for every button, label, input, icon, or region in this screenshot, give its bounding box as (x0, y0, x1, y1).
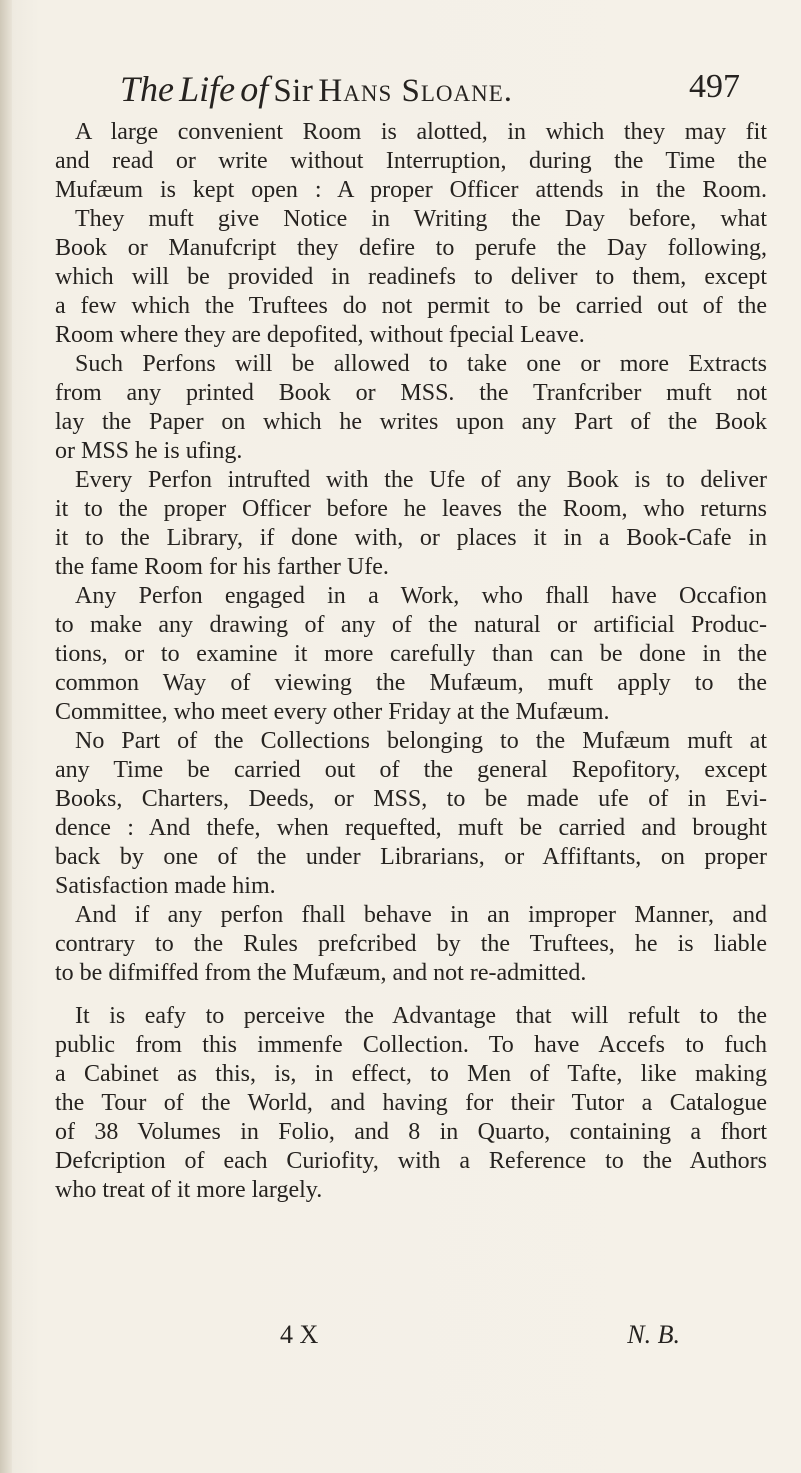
page-number: 497 (689, 68, 740, 105)
text-line: tions, or to examine it more carefully than can be done in the (55, 641, 767, 667)
text-line: any Time be carried out of the general Repofitory, except (55, 757, 767, 783)
header-of: of (240, 69, 269, 109)
text-line: contrary to the Rules prefcribed by the Truftees, he is liable (55, 931, 767, 957)
body-text (55, 118, 767, 1205)
text-line: a few which the Truftees do not permit to be carried out of the (55, 293, 767, 319)
text-line: it to the Library, if done with, or places it in a Book-Cafe in (55, 525, 767, 551)
text-line: Defcription of each Curiofity, with a Reference to the Authors (55, 1148, 767, 1174)
page-footer (280, 1320, 680, 1352)
text-line: Any Perfon engaged in a Work, who fhall have Occafion (75, 583, 767, 609)
text-line: They muft give Notice in Writing the Day before, what (75, 206, 767, 232)
paragraph-gap (55, 988, 767, 1002)
text-line: public from this immenfe Collection. To have Accefs to fuch (55, 1032, 767, 1058)
text-line: which will be provided in readinefs to deliver to them, except (55, 264, 767, 290)
text-line: Satisfaction made him. (55, 873, 276, 899)
header-name: Hans Sloane. (318, 73, 514, 109)
text-line: dence : And thefe, when requefted, muft be carried and brought (55, 815, 767, 841)
text-line: back by one of the under Librarians, or Affiftants, on proper (55, 844, 767, 870)
running-header (120, 68, 740, 110)
header-the: The (120, 69, 174, 109)
text-line: to make any drawing of any of the natural or artificial Produc- (55, 612, 767, 638)
text-line: Room where they are depofited, without fpecial Leave. (55, 322, 585, 348)
text-line: from any printed Book or MSS. the Tranfcriber muft not (55, 380, 767, 406)
text-line: or MSS he is ufing. (55, 438, 243, 464)
text-line: Books, Charters, Deeds, or MSS, to be made ufe of in Evi- (55, 786, 767, 812)
text-line: it to the proper Officer before he leaves the Room, who returns (55, 496, 767, 522)
text-line: And if any perfon fhall behave in an improper Manner, and (75, 902, 767, 928)
text-line: lay the Paper on which he writes upon any Part of the Book (55, 409, 767, 435)
header-life: Life (179, 69, 236, 109)
text-line: A large convenient Room is alotted, in which they may fit (75, 119, 767, 145)
text-line: the Tour of the World, and having for their Tutor a Catalogue (55, 1090, 767, 1116)
catchword: N. B. (627, 1320, 680, 1349)
text-line: Every Perfon intrufted with the Ufe of any Book is to deliver (75, 467, 767, 493)
text-line: common Way of viewing the Mufæum, muft apply to the (55, 670, 767, 696)
text-line: a Cabinet as this, is, in effect, to Men of Tafte, like making (55, 1061, 767, 1087)
text-line: to be difmiffed from the Mufæum, and not re-admitted. (55, 960, 587, 986)
page-gutter-shadow (0, 0, 12, 1473)
text-line: Mufæum is kept open : A proper Officer attends in the Room. (55, 177, 767, 203)
signature-mark: 4 X (280, 1320, 319, 1349)
header-sir: Sir (273, 73, 314, 109)
text-line: who treat of it more largely. (55, 1177, 323, 1203)
text-line: No Part of the Collections belonging to the Mufæum muft at (75, 728, 767, 754)
text-line: and read or write without Interruption, during the Time the (55, 148, 767, 174)
text-line: the fame Room for his farther Ufe. (55, 554, 389, 580)
text-line: Such Perfons will be allowed to take one or more Extracts (75, 351, 767, 377)
text-line: of 38 Volumes in Folio, and 8 in Quarto, containing a fhort (55, 1119, 767, 1145)
text-line: Committee, who meet every other Friday at the Mufæum. (55, 699, 610, 725)
text-line: It is eafy to perceive the Advantage that will refult to the (75, 1003, 767, 1029)
text-line: Book or Manufcript they defire to perufe the Day following, (55, 235, 767, 261)
